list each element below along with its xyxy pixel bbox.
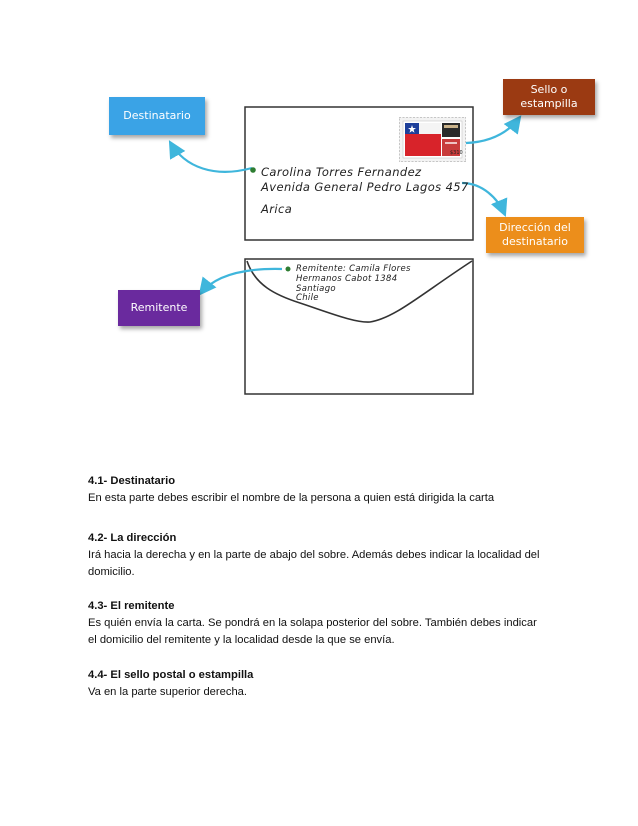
section-body: Irá hacia la derecha y en la parte de abajo del sobre. Además debes indicar la localidad del domicilio. <box>88 549 540 578</box>
section-body: Es quién envía la carta. Se pondrá en la solapa posterior del sobre. También debes indicar el domicilio del remitente y la localidad desde la que se envía. <box>88 617 537 646</box>
section-body: En esta parte debes escribir el nombre de la persona a quien está dirigida la carta <box>88 492 495 504</box>
arrow-sello <box>466 117 520 143</box>
label-direccion: Dirección del destinatario <box>486 217 584 253</box>
arrow-destinatario <box>170 142 252 172</box>
section-title: 4.3- El remitente <box>88 600 175 612</box>
sender-city: Santiago <box>296 284 336 294</box>
bullet-dot-remitente <box>286 267 291 272</box>
section-title: 4.2- La dirección <box>88 532 177 544</box>
bullet-dot-destinatario <box>250 167 256 173</box>
section-sello <box>88 667 548 701</box>
label-remitente: Remitente <box>118 290 200 326</box>
label-destinatario: Destinatario <box>109 97 205 135</box>
sender-street: Hermanos Cabot 1384 <box>296 274 398 284</box>
recipient-name: Carolina Torres Fernandez <box>261 165 422 179</box>
section-direccion <box>88 530 548 581</box>
label-sello: Sello o estampilla <box>503 79 595 115</box>
sender-name: Remitente: Camila Flores <box>296 264 411 274</box>
section-body: Va en la parte superior derecha. <box>88 686 248 698</box>
sender-country: Chile <box>296 293 319 303</box>
section-remitente <box>88 598 548 649</box>
recipient-city: Arica <box>261 202 293 216</box>
stamp-price: $310 <box>450 150 463 156</box>
recipient-street: Avenida General Pedro Lagos 457 <box>261 180 469 194</box>
section-destinatario <box>88 473 548 507</box>
section-title: 4.1- Destinatario <box>88 475 176 487</box>
section-title: 4.4- El sello postal o estampilla <box>88 669 254 681</box>
